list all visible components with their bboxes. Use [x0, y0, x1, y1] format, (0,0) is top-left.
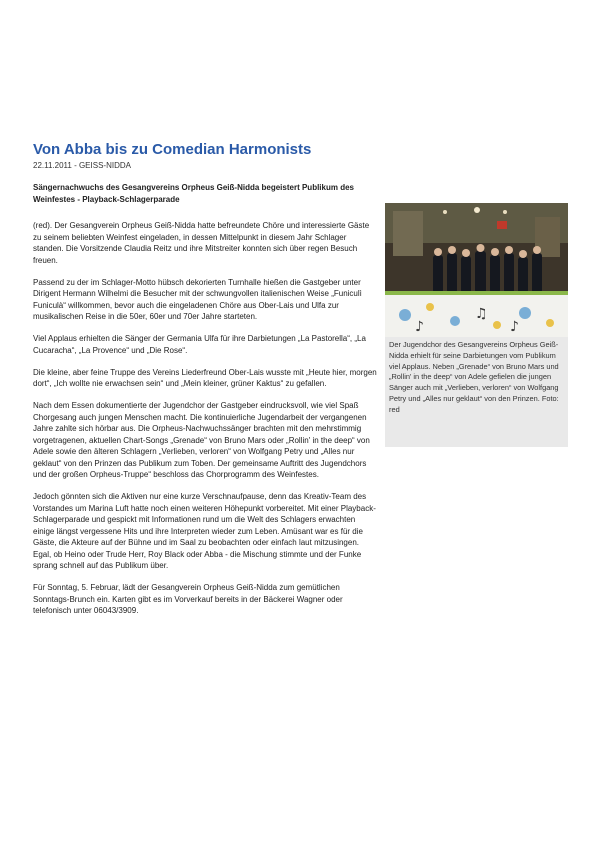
paragraph: Für Sonntag, 5. Februar, lädt der Gesangverein Orpheus Geiß-Nidda zum gemütlichen Sonntags-Brunch ein. Karten gibt es im Vorverkauf bereits in der Bäckerei Wagner oder telefonisch unter 06043/3909.: [33, 583, 343, 615]
paragraph: Jedoch gönnten sich die Aktiven nur eine kurze Verschnaufpause, denn das Kreativ-Team des Vorstandes um Marina Luft hatte noch einen weiteren Höhepunkt vorbereitet. Mit einer Playback-Schlagerparade und gespickt mit Informationen rund um die Welt des Schlagers erwachten einige längst vergessene Hits und ihre Interpreten wieder zum Leben. Amüsant war es für die Gäste, die Akteure auf der Bühne und im Saal zu beobachten oder einfach laut mitzusingen. Egal, ob Heino oder Trude Herr, Roy Black oder Abba - die Mischung stimmte und der Funke sprang schnell auf das Publikum über.: [33, 492, 376, 570]
paragraph: Die kleine, aber feine Truppe des Vereins Liederfreund Ober-Lais wusste mit „Heute hier, morgen dort“, „Ich wollte nie erwachsen sein“ und „Mein kleiner, grüner Kaktus“ zu gefallen.: [33, 367, 377, 388]
article-body: [33, 220, 378, 627]
article-photo: [385, 203, 568, 337]
svg-text:♪: ♪: [510, 319, 519, 335]
photo-caption: Der Jugendchor des Gesangvereins Orpheus Geiß-Nidda erhielt für seine Darbietungen vom Publikum viel Applaus. Neben „Grenade“ von Bruno Mars und „Rollin' in the deep“ von Adele gefielen die jungen Sänger auch mit „Verlieben, verloren“ von Wolfgang Petry und „Alles nur geklaut“ von den Prinzen. Foto: red: [385, 337, 568, 447]
paragraph: (red). Der Gesangverein Orpheus Geiß-Nidda hatte befreundete Chöre und interessierte Gäste zu seinem beliebten Weinfest eingeladen, in dessen Mittelpunkt in diesem Jahr Schlager standen. Die Vorsitzende Claudia Reitz und ihre Mitstreiter konnten sich über regen Besuch freuen.: [33, 221, 370, 265]
dateline: 22.11.2011 - GEISS-NIDDA: [33, 161, 131, 170]
article-lead: Sängernachwuchs des Gesangvereins Orpheus Geiß-Nidda begeistert Publikum des Weinfestes - Playback-Schlagerparade: [33, 183, 354, 204]
paragraph: Nach dem Essen dokumentierte der Jugendchor der Gastgeber eindrucksvoll, wie viel Spaß Chorgesang auch jungen Menschen macht. Die kontinuierliche Jugendarbeit der vergangenen Jahre zahlte sich hörbar aus. Die Orpheus-Nachwuchssänger brachten mit den mehrstimmig vorgetragenen, aktuellen Chart-Songs „Grenade“ von Bruno Mars oder „Rollin' in the deep“ von Adele sowie den älteren Schlagern „Verlieben, verloren“ von Wolfgang Petry und „Alles nur geklaut“ von den Prinzen das Publikum zum Toben. Der gemeinsame Auftritt des Jugendchors und der großen Orpheus-Truppe“ beschloss das Chorprogramm des Weinfestes.: [33, 401, 370, 479]
svg-text:♪: ♪: [415, 319, 424, 335]
choir-photo-illustration: [385, 203, 568, 337]
article-title: Von Abba bis zu Comedian Harmonists: [33, 141, 312, 158]
svg-text:♫: ♫: [475, 306, 488, 322]
paragraph: Viel Applaus erhielten die Sänger der Germania Ulfa für ihre Darbietungen „La Pastorella“, „La Cucaracha“, „La Provence“ und „Die Rose“.: [33, 334, 366, 355]
paragraph: Passend zu der im Schlager-Motto hübsch dekorierten Turnhalle hießen die Gastgeber unter Dirigent Hermann Wilhelmi die Besucher mit der schwungvollen italienischen Weise „Funiculì Funiculà“ willkommen, bevor auch die eingeladenen Chöre aus Ober-Lais und Ulfa zur musikalischen Reise in die 50er, 60er und 70er Jahre starteten.: [33, 277, 362, 321]
